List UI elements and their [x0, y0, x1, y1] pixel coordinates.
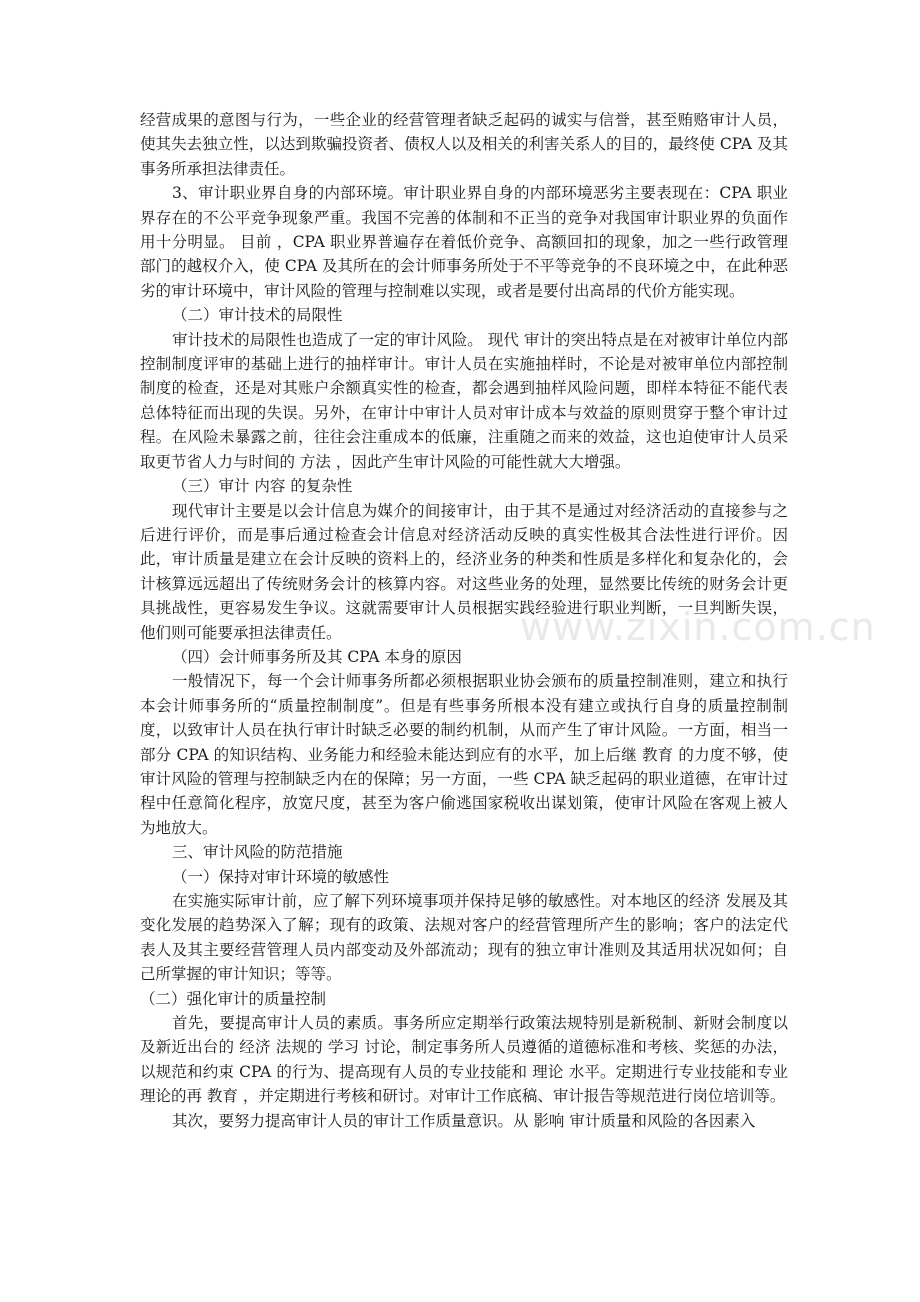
paragraph: 现代审计主要是以会计信息为媒介的间接审计，由于其不是通过对经济活动的直接参与之后进行评价，而是事后通过检查会计信息对经济活动反映的真实性极其合法性进行评价。因此，审计质量是建立在会计反映的资料上的，经济业务的种类和性质是多样化和复杂化的，会计核算远远超出了传统财务会计的核算内容。对这些业务的处理，显然要比传统的财务会计更具挑战性，更容易发生争议。这就需要审计人员根据实践经验进行职业判断，一旦判断失误，他们则可能要承担法律责任。	[140, 501, 788, 642]
section-heading: 三、审计风险的防范措施	[172, 843, 343, 862]
paragraph: 其次，要努力提高审计人员的审计工作质量意识。从 影响 审计质量和风险的各因素入	[172, 1111, 756, 1130]
paragraph: 在实施实际审计前，应了解下列环境事项并保持足够的敏感性。对本地区的经济 发展及其变化发展的趋势深入了解；现有的政策、法规对客户的经营管理所产生的影响；客户的法定代表人及其主要经营管理人员内部变动及外部流动；现有的独立审计准则及其适用状况如何；自己所掌握的审计知识；等等。	[140, 892, 788, 984]
document-body	[140, 108, 788, 1133]
paragraph: 3、审计职业界自身的内部环境。审计职业界自身的内部环境恶劣主要表现在：CPA 职业界存在的不公平竞争现象严重。我国不完善的体制和不正当的竞争对我国审计职业界的负面作用十分明显。 目前 ，CPA 职业界普遍存在着低价竞争、高额回扣的现象，加之一些行政管理部门的越权介入，使 CPA 及其所在的会计师事务所处于不平等竞争的不良环境之中，在此种恶劣的审计环境中，审计风险的管理与控制难以实现，或者是要付出高昂的代价方能实现。	[140, 184, 788, 300]
paragraph: 经营成果的意图与行为，一些企业的经营管理者缺乏起码的诚实与信誉，甚至贿赂审计人员，使其失去独立性，以达到欺骗投资者、债权人以及相关的利害关系人的目的，最终使 CPA 及其事务所承担法律责任。	[140, 111, 788, 178]
paragraph: 首先，要提高审计人员的素质。事务所应定期举行政策法规特别是新税制、新财会制度以及新近出台的 经济 法规的 学习 讨论，制定事务所人员遵循的道德标准和考核、奖惩的办法，以规范和约束 CPA 的行为、提高现有人员的专业技能和 理论 水平。定期进行专业技能和专业理论的再 教育 ，并定期进行考核和研讨。对审计工作底稿、审计报告等规范进行岗位培训等。	[140, 1014, 788, 1106]
section-heading: （一）保持对审计环境的敏感性	[172, 867, 390, 886]
section-heading: （三）审计 内容 的复杂性	[172, 477, 353, 496]
section-heading: （四）会计师事务所及其 CPA 本身的原因	[172, 647, 462, 666]
paragraph: 一般情况下，每一个会计师事务所都必须根据职业协会颁布的质量控制准则，建立和执行本会计师事务所的“质量控制制度”。但是有些事务所根本没有建立或执行自身的质量控制制度，以致审计人员在执行审计时缺乏必要的制约机制，从而产生了审计风险。一方面，相当一部分 CPA 的知识结构、业务能力和经验未能达到应有的水平，加上后继 教育 的力度不够，使审计风险的管理与控制缺乏内在的保障；另一方面，一些 CPA 缺乏起码的职业道德，在审计过程中任意简化程序，放宽尺度，甚至为客户偷逃国家税收出谋划策，使审计风险在客观上被人为地放大。	[140, 672, 788, 837]
paragraph: 审计技术的局限性也造成了一定的审计风险。 现代 审计的突出特点是在对被审计单位内部控制制度评审的基础上进行的抽样审计。审计人员在实施抽样时，不论是对被审单位内部控制制度的检查，还是对其账户余额真实性的检查，都会遇到抽样风险问题，即样本特征不能代表总体特征而出现的失误。另外，在审计中审计人员对审计成本与效益的原则贯穿于整个审计过程。在风险未暴露之前，往往会注重成本的低廉，注重随之而来的效益，这也迫使审计人员采取更节省人力与时间的 方法 ，因此产生审计风险的可能性就大大增强。	[140, 330, 788, 471]
section-heading: （二）审计技术的局限性	[172, 306, 343, 325]
section-heading: （二）强化审计的质量控制	[140, 989, 327, 1008]
watermark: www.zixin.com.cn	[520, 605, 876, 649]
